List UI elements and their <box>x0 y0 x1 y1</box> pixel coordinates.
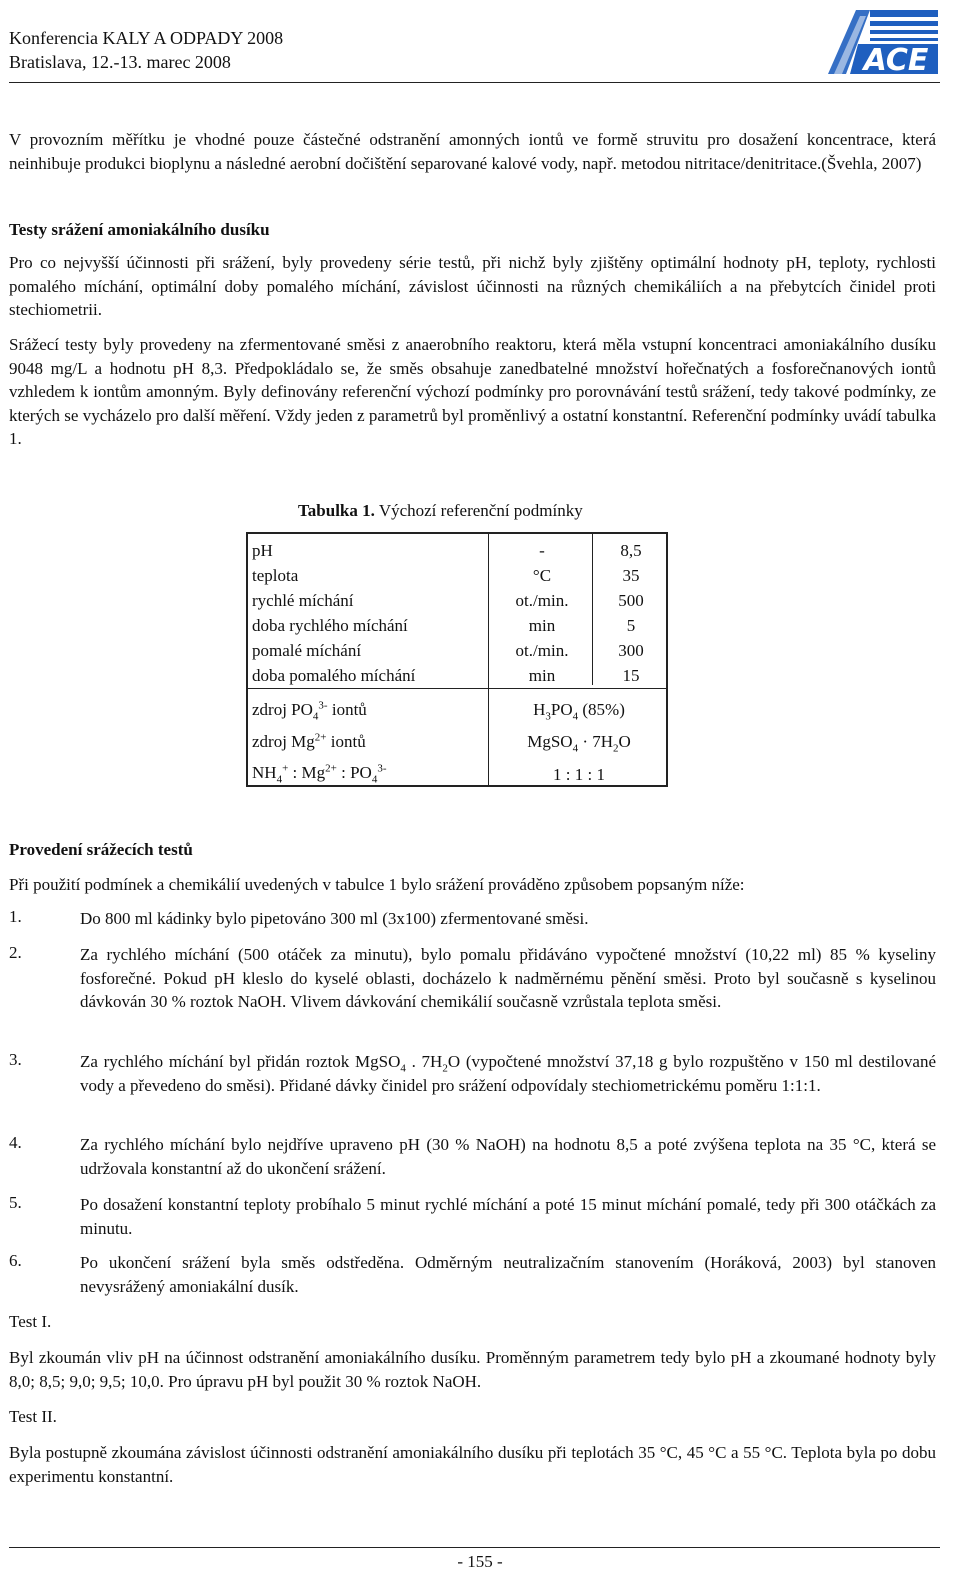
procedure-intro: Při použití podmínek a chemikálií uvedených v tabulce 1 bylo srážení prováděno způsobem popsaným níže: <box>9 875 745 894</box>
table-caption-label: Tabulka 1. <box>298 501 375 520</box>
list-item-text: Po dosažení konstantní teploty probíhalo 5 minut rychlé míchání a poté 15 minut míchání pomalé, tedy při 300 otáčkách za minutu. <box>80 1195 936 1238</box>
list-item-text: Po ukončení srážení byla směs odstředěna. Odměrným neutralizačním stanovením (Horáková, 2003) byl stanoven nevysrážený amoniakální dusík. <box>80 1253 936 1296</box>
table-cell-value: 35 <box>622 566 640 585</box>
table-cell-unit: min <box>528 616 556 635</box>
list-item-text: Za rychlého míchání (500 otáček za minutu), bylo pomalu přidáváno vypočtené množství (10,22 ml) 85 % kyseliny fosforečné. Pokud pH kleslo do kyselé oblasti, docházelo k nadměrnému pěnění směsi. Proto byl současně s kyselinou dávkován 30 % roztok NaOH. Vlivem dávkování chemikálií současně vzrůstala teplota směsi. <box>80 945 936 1011</box>
test-1-text: Byl zkoumán vliv pH na účinnost odstranění amoniakálního dusíku. Proměnným parametrem tedy bylo pH a zkoumané hodnoty byly 8,0; 8,5; 9,0; 9,5; 10,0. Pro úpravu pH byl použit 30 % roztok NaOH. <box>9 1348 936 1391</box>
list-item-text: Za rychlého míchání bylo nejdříve upraveno pH (30 % NaOH) na hodnotu 8,5 a poté zvýšena teplota na 35 °C, která se udržovala konstantní až do ukončení srážení. <box>80 1135 936 1178</box>
table-divider <box>488 534 489 785</box>
list-item-number: 2. <box>9 943 22 962</box>
table-cell-po4-source-label: zdroj $PO_4^{3-}$ iontů <box>252 699 367 723</box>
table-cell-value: 500 <box>618 591 644 610</box>
table-cell-label: doba pomalého míchání <box>252 666 416 685</box>
table-cell-value: 8,5 <box>620 541 642 560</box>
table-cell-label: doba rychlého míchání <box>252 616 408 635</box>
ace-logo <box>826 4 940 76</box>
list-item-number: 4. <box>9 1133 22 1152</box>
section1-paragraph-1: Pro co nejvyšší účinnosti při srážení, byly provedeny série testů, při nichž byly zjištěny optimální hodnoty pH, teploty, rychlosti pomalého míchání, optimální doby pomalého míchání, závislost účinnosti na různých chemikáliích a na přebytcích činidel proti stechiometrii. <box>9 253 936 319</box>
test-1-label: Test I. <box>9 1312 52 1331</box>
table-cell-value: 300 <box>618 641 644 660</box>
table-cell-po4-source-value: $H_3PO_4$ (85%) <box>533 700 625 723</box>
table-cell-unit: °C <box>532 566 552 585</box>
table-cell-ratio-value: 1 : 1 : 1 <box>553 765 605 784</box>
section-heading-tests: Testy srážení amoniakálního dusíku <box>9 220 270 239</box>
section-heading-procedure: Provedení srážecích testů <box>9 840 193 859</box>
table-cell-mg-source-label: zdroj $Mg^{2+}$ iontů <box>252 731 366 751</box>
table-cell-unit: ot./min. <box>515 641 569 660</box>
table-cell-ratio-label: $NH_4^+$ : $Mg^{2+}$ : $PO_4^{3-}$ <box>252 762 387 786</box>
list-item-text: Do 800 ml kádinky bylo pipetováno 300 ml (3x100) zfermentované směsi. <box>80 909 589 928</box>
table-cell-value: 5 <box>626 616 636 635</box>
test-2-text: Byla postupně zkoumána závislost účinnosti odstranění amoniakálního dusíku při teplotách 35 °C, 45 °C a 55 °C. Teplota byla po dobu experimentu konstantní. <box>9 1443 936 1486</box>
table-caption-text: Výchozí referenční podmínky <box>374 501 583 520</box>
conference-header <box>9 26 283 74</box>
list-item-text: Za rychlého míchání byl přidán roztok MgSO$_4$ . $7H_2O$ (vypočtené množství 37,18 g bylo rozpuštěno v 150 ml destilované vody a převedeno do směsi). Přidané dávky činidel pro srážení odpovídaly stechiometrickému poměru 1:1:1. <box>80 1052 936 1095</box>
table-cell-label: pH <box>252 541 273 560</box>
list-item-number: 6. <box>9 1251 22 1270</box>
logo-text: ACE <box>863 43 929 76</box>
list-item-number: 3. <box>9 1050 22 1069</box>
footer-divider <box>9 1547 940 1548</box>
table-cell-label: pomalé míchání <box>252 641 362 660</box>
intro-paragraph: V provozním měřítku je vhodné pouze částečné odstranění amonných iontů ve formě struvitu pro dosažení koncentrace, která neinhibuje produkci bioplynu a následné aerobní dočištění separované kalové vody, např. metodou nitritace/denitritace.(Švehla, 2007) <box>9 130 936 173</box>
table-cell-label: teplota <box>252 566 299 585</box>
table-cell-value: 15 <box>622 666 640 685</box>
table-cell-unit: - <box>539 541 545 560</box>
conference-place-date: Bratislava, 12.-13. marec 2008 <box>9 52 231 72</box>
header-divider <box>9 82 940 83</box>
table-cell-label: rychlé míchání <box>252 591 354 610</box>
section1-paragraph-2: Srážecí testy byly provedeny na zfermentované směsi z anaerobního reaktoru, která měla vstupní koncentraci amoniakálního dusíku 9048 mg/L a hodnotu pH 8,3. Předpokládalo se, že směs obsahuje zanedbatelné množství hořečnatých a fosforečnanových iontů vzhledem k iontům amonným. Byly definovány referenční výchozí podmínky pro porovnávání testů srážení, tedy takové podmínky, ze kterých se vycházelo pro další měření. Vždy jeden z parametrů byl proměnlivý a ostatní konstantní. Referenční podmínky uvádí tabulka 1. <box>9 335 936 448</box>
table-divider <box>248 688 666 689</box>
list-item-number: 1. <box>9 907 22 926</box>
table-cell-mg-source-value: MgSO$_4$ · $7H_2O$ <box>527 732 631 755</box>
table-caption <box>298 499 583 523</box>
page-number: - 155 - <box>457 1552 503 1571</box>
reference-conditions-table <box>246 532 668 787</box>
list-item-number: 5. <box>9 1193 22 1212</box>
table-cell-unit: ot./min. <box>515 591 569 610</box>
table-cell-unit: min <box>528 666 556 685</box>
test-2-label: Test II. <box>9 1407 57 1426</box>
conference-title: Konferencia KALY A ODPADY 2008 <box>9 28 284 48</box>
